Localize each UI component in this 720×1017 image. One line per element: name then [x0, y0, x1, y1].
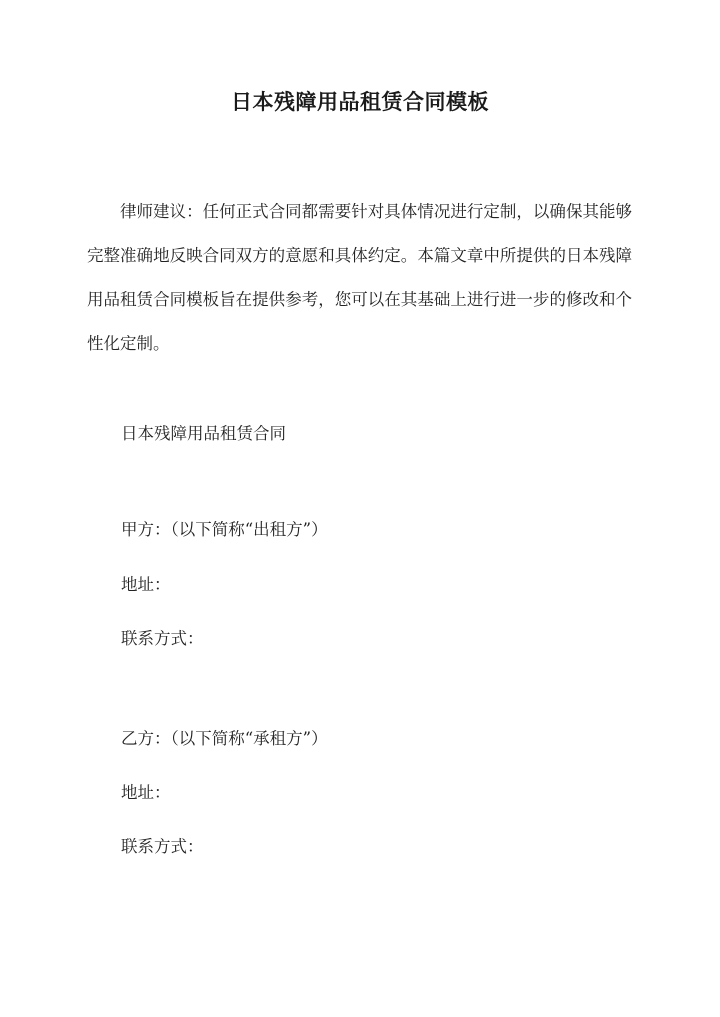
party-b-label: 乙方：（以下简称“承租方”） [121, 729, 328, 748]
document-title: 日本残障用品租赁合同模板 [231, 89, 489, 114]
contract-name: 日本残障用品租赁合同 [121, 424, 286, 443]
lawyer-advice-paragraph: 律师建议：任何正式合同都需要针对具体情况进行定制，以确保其能够完整准确地反映合同双方的意愿和具体约定。本篇文章中所提供的日本残障用品租赁合同模板旨在提供参考，您可以在其基础上进行进一步的修改和个性化定制。 [87, 202, 632, 353]
party-a-contact: 联系方式： [121, 629, 204, 648]
party-b-contact: 联系方式： [121, 837, 204, 856]
party-a-label: 甲方：（以下简称“出租方”） [121, 520, 328, 539]
party-b-address: 地址： [121, 783, 171, 802]
party-a-address: 地址： [121, 575, 171, 594]
